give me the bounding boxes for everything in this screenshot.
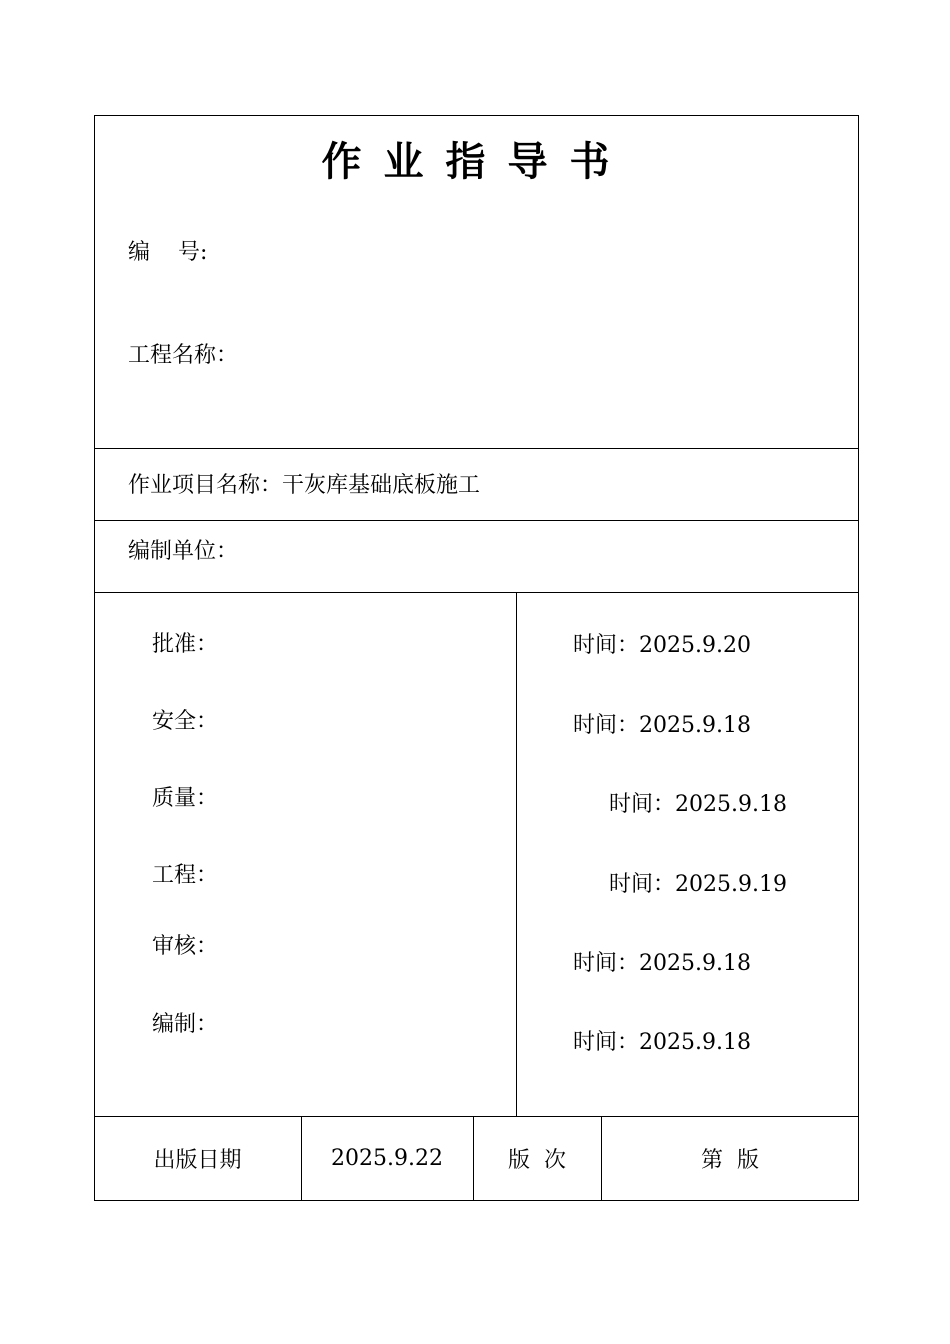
- signoff-role: 审核：: [152, 934, 219, 959]
- signoff-time: 时间：2025.9.18: [609, 792, 787, 817]
- signoff-time: 时间：2025.9.20: [573, 633, 751, 658]
- signoff-time: 时间：2025.9.18: [573, 713, 751, 738]
- signoff-role: 编制：: [152, 1012, 219, 1037]
- signoff-role: 质量：: [152, 786, 219, 811]
- signoff-time: 时间：2025.9.18: [573, 951, 751, 976]
- signoff-time: 时间：2025.9.18: [573, 1030, 751, 1055]
- document-title: 作业指导书: [321, 138, 632, 185]
- divider-work-item: [94, 520, 859, 521]
- divider-header: [94, 448, 859, 449]
- publish-date-label: 出版日期: [153, 1148, 242, 1173]
- work-item-label: 作业项目名称：干灰库基础底板施工: [128, 473, 481, 498]
- signoff-role: 批准：: [152, 632, 219, 657]
- compiling-unit-label: 编制单位：: [128, 539, 239, 564]
- edition-label: 版 次: [508, 1148, 566, 1173]
- signoff-role: 工程：: [152, 863, 219, 888]
- divider-unit: [94, 592, 859, 593]
- divider-signoff-column: [516, 592, 517, 1116]
- project-name-label: 工程名称：: [128, 343, 239, 368]
- publish-date-value: 2025.9.22: [331, 1146, 443, 1171]
- signoff-time: 时间：2025.9.19: [609, 872, 787, 897]
- signoff-role: 安全：: [152, 709, 219, 734]
- number-label: 编 号:: [128, 240, 208, 265]
- edition-value: 第 版: [701, 1148, 759, 1173]
